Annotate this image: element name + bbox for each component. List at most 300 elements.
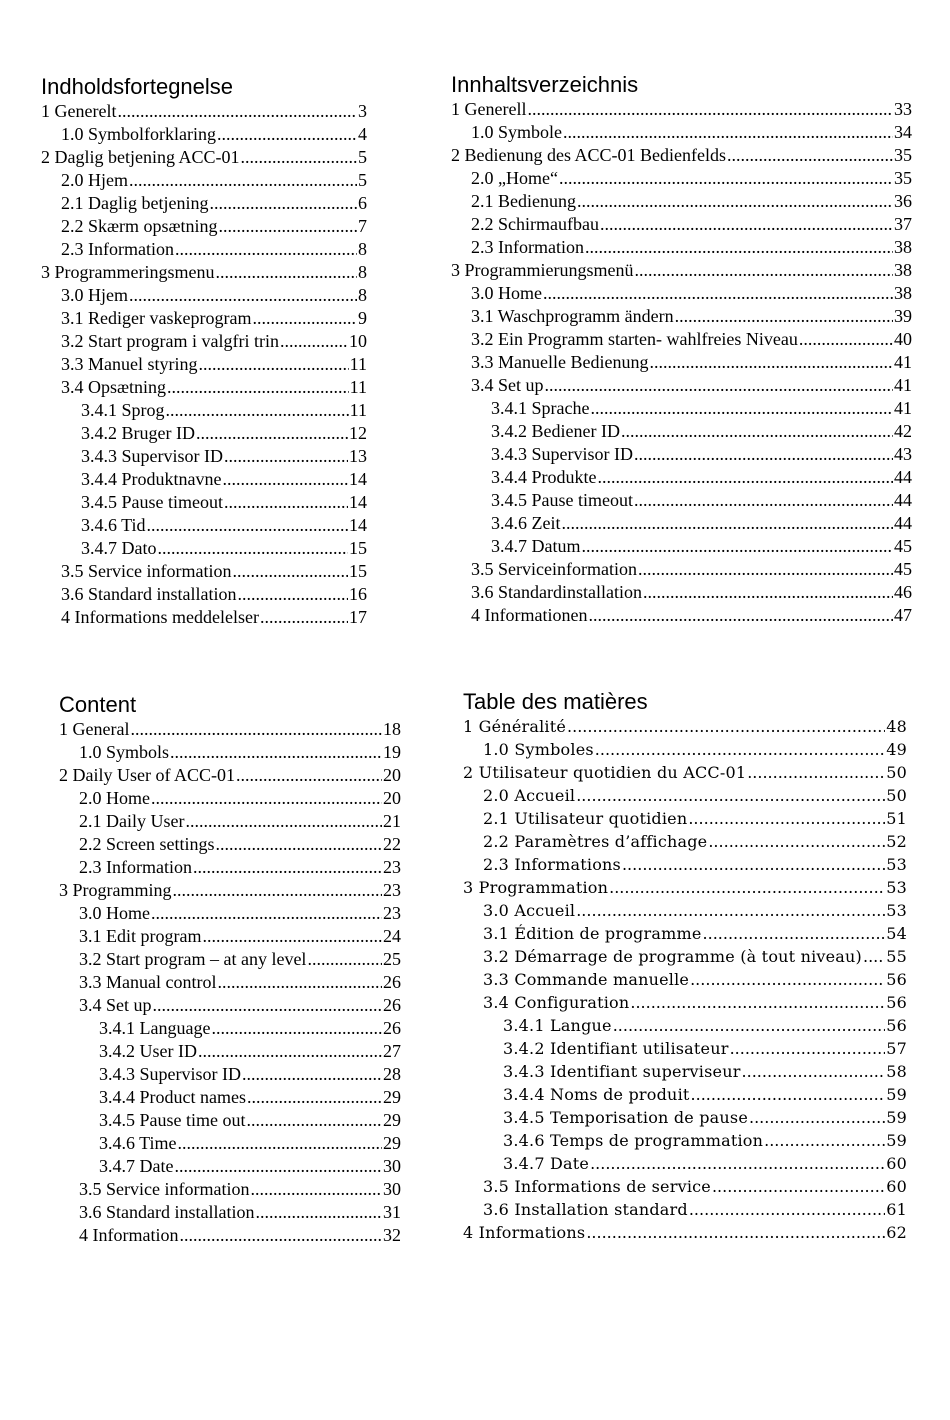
toc-entry-label: 1.0 Symbole xyxy=(471,122,563,142)
toc-entry-label: 3.4.7 Datum xyxy=(491,536,581,556)
toc-entry-page: 42 xyxy=(894,421,912,441)
toc-section-french xyxy=(463,689,907,1244)
toc-entry-page: 24 xyxy=(383,926,401,946)
toc-entry-page: 29 xyxy=(383,1110,401,1130)
toc-dot-leader xyxy=(198,1040,382,1063)
toc-entry-page: 8 xyxy=(358,239,367,259)
toc-entry-page: 26 xyxy=(383,1018,401,1038)
toc-entry-label: 3.4.2 User ID xyxy=(99,1041,197,1061)
toc-entry-label: 3.4.1 Sprache xyxy=(491,398,590,418)
toc-entry[interactable] xyxy=(41,100,367,123)
toc-dot-leader xyxy=(211,1017,382,1040)
toc-entry-label: 3.4.5 Pause timeout xyxy=(491,490,633,510)
toc-entry-label: 3.4 Configuration xyxy=(483,993,630,1012)
toc-entry[interactable] xyxy=(59,971,401,994)
toc-dot-leader xyxy=(799,328,893,351)
toc-entry-label: 1 Généralité xyxy=(463,717,567,736)
toc-entry-label: 3.4.2 Identifiant utilisateur xyxy=(503,1039,729,1058)
toc-entry-page: 44 xyxy=(894,490,912,510)
toc-entry[interactable] xyxy=(41,606,367,629)
toc-dot-leader xyxy=(527,98,893,121)
toc-entry-page: 14 xyxy=(349,515,367,535)
toc-dot-leader xyxy=(562,512,894,535)
toc-dot-leader xyxy=(590,397,893,420)
toc-dot-leader xyxy=(749,1106,885,1129)
toc-entry-label: 3 Programming xyxy=(59,880,172,900)
toc-entry[interactable] xyxy=(59,741,401,764)
toc-entry-label: 3.4.3 Supervisor ID xyxy=(491,444,633,464)
toc-entry[interactable] xyxy=(41,169,367,192)
toc-entry-page: 25 xyxy=(383,949,401,969)
toc-dot-leader xyxy=(222,468,348,491)
toc-entry-label: 2 Daglig betjening ACC-01 xyxy=(41,147,240,167)
toc-entry-label: 3.4.6 Zeit xyxy=(491,513,561,533)
toc-entry-page: 15 xyxy=(349,538,367,558)
toc-entry[interactable] xyxy=(451,512,912,535)
toc-entry[interactable] xyxy=(463,991,907,1014)
toc-entry-label: 2.1 Utilisateur quotidien xyxy=(483,809,688,828)
toc-dot-leader xyxy=(151,787,382,810)
toc-entry[interactable] xyxy=(59,1017,401,1040)
toc-entry[interactable] xyxy=(59,902,401,925)
toc-dot-leader xyxy=(170,741,382,764)
toc-entry[interactable] xyxy=(451,420,912,443)
toc-entry-page: 14 xyxy=(349,492,367,512)
toc-dot-leader xyxy=(649,351,893,374)
toc-dot-leader xyxy=(196,422,348,445)
toc-entry[interactable] xyxy=(451,236,912,259)
toc-entry-label: 3 Programmeringsmenu xyxy=(41,262,215,282)
toc-entry[interactable] xyxy=(451,466,912,489)
toc-entry-page: 11 xyxy=(349,400,367,420)
toc-entry-page: 11 xyxy=(349,377,367,397)
toc-entry[interactable] xyxy=(451,282,912,305)
toc-dot-leader xyxy=(708,830,885,853)
toc-dot-leader xyxy=(247,1109,383,1132)
toc-entry[interactable] xyxy=(463,853,907,876)
toc-entry-page: 56 xyxy=(886,993,907,1012)
section-heading: Content xyxy=(59,692,137,717)
toc-entry-page: 56 xyxy=(886,970,907,989)
toc-dot-leader xyxy=(634,259,893,282)
toc-entry[interactable] xyxy=(463,1083,907,1106)
toc-entry-page: 53 xyxy=(886,878,907,897)
toc-entry-label: 3.3 Manuel styring xyxy=(61,354,198,374)
toc-dot-leader xyxy=(280,330,348,353)
toc-entry-page: 23 xyxy=(383,880,401,900)
toc-dot-leader xyxy=(600,213,893,236)
toc-entry-label: 3.4.5 Pause time out xyxy=(99,1110,246,1130)
toc-entry-label: 3.4.1 Sprog xyxy=(81,400,165,420)
toc-entry-label: 3.1 Édition de programme xyxy=(483,924,702,943)
toc-entry-page: 41 xyxy=(894,375,912,395)
toc-entry[interactable] xyxy=(451,558,912,581)
toc-entry[interactable] xyxy=(451,167,912,190)
toc-entry-label: 3.6 Standardinstallation xyxy=(471,582,642,602)
toc-entry[interactable] xyxy=(59,994,401,1017)
toc-entry[interactable] xyxy=(41,583,367,606)
toc-entry-label: 3.4 Set up xyxy=(471,375,544,395)
toc-dot-leader xyxy=(193,856,382,879)
toc-dot-leader xyxy=(199,353,349,376)
toc-entry-label: 1 Generell xyxy=(451,99,527,119)
toc-entry-page: 29 xyxy=(383,1133,401,1153)
toc-entry-page: 14 xyxy=(349,469,367,489)
toc-dot-leader xyxy=(174,1155,382,1178)
toc-entry[interactable] xyxy=(463,1014,907,1037)
toc-entry[interactable] xyxy=(451,305,912,328)
toc-dot-leader xyxy=(586,1221,885,1244)
toc-entry-label: 3.6 Standard installation xyxy=(79,1202,255,1222)
toc-entry-page: 50 xyxy=(886,763,907,782)
toc-dot-leader xyxy=(595,738,885,761)
toc-entry-page: 22 xyxy=(383,834,401,854)
toc-dot-leader xyxy=(622,853,885,876)
toc-entry[interactable] xyxy=(41,192,367,215)
toc-entry-label: 3.4.7 Dato xyxy=(81,538,157,558)
toc-dot-leader xyxy=(588,604,893,627)
toc-entry-page: 16 xyxy=(349,584,367,604)
toc-entry[interactable] xyxy=(463,807,907,830)
toc-entry-page: 44 xyxy=(894,467,912,487)
toc-entry[interactable] xyxy=(59,787,401,810)
toc-dot-leader xyxy=(178,1132,382,1155)
toc-dot-leader xyxy=(158,537,349,560)
toc-entry[interactable] xyxy=(451,98,912,121)
toc-entry[interactable] xyxy=(463,899,907,922)
toc-entry-page: 4 xyxy=(358,124,367,144)
toc-entry[interactable] xyxy=(463,761,907,784)
toc-dot-leader xyxy=(224,491,348,514)
toc-entry-page: 8 xyxy=(358,262,367,282)
toc-entry-label: 3.4.3 Supervisor ID xyxy=(81,446,223,466)
toc-entry-page: 53 xyxy=(886,901,907,920)
toc-entry[interactable] xyxy=(59,948,401,971)
toc-entry-page: 12 xyxy=(349,423,367,443)
toc-dot-leader xyxy=(576,784,885,807)
toc-entry[interactable] xyxy=(451,397,912,420)
toc-entry-page: 3 xyxy=(358,101,367,121)
toc-entry[interactable] xyxy=(59,810,401,833)
toc-entry[interactable] xyxy=(463,830,907,853)
toc-entry-page: 27 xyxy=(383,1041,401,1061)
toc-entry-label: 3.5 Serviceinformation xyxy=(471,559,637,579)
toc-entry[interactable] xyxy=(41,330,367,353)
toc-entry-page: 41 xyxy=(894,398,912,418)
toc-entry-label: 3.1 Rediger vaskeprogram xyxy=(61,308,252,328)
toc-dot-leader xyxy=(167,376,349,399)
toc-entry-label: 3 Programmierungsmenü xyxy=(451,260,634,280)
toc-entry[interactable] xyxy=(59,764,401,787)
toc-entry[interactable] xyxy=(463,1129,907,1152)
toc-entry[interactable] xyxy=(451,443,912,466)
toc-entry[interactable] xyxy=(59,856,401,879)
toc-entry[interactable] xyxy=(451,121,912,144)
toc-entry-page: 7 xyxy=(358,216,367,236)
toc-entry-page: 54 xyxy=(886,924,907,943)
toc-entry[interactable] xyxy=(59,1132,401,1155)
toc-entry[interactable] xyxy=(451,213,912,236)
toc-entry-label: 3.4.2 Bruger ID xyxy=(81,423,195,443)
toc-dot-leader xyxy=(712,1175,885,1198)
toc-dot-leader xyxy=(260,606,348,629)
toc-entry[interactable] xyxy=(41,468,367,491)
toc-entry[interactable] xyxy=(463,715,907,738)
toc-entry[interactable] xyxy=(59,1178,401,1201)
toc-entry[interactable] xyxy=(41,146,367,169)
toc-entry-page: 56 xyxy=(886,1016,907,1035)
toc-entry[interactable] xyxy=(59,1201,401,1224)
toc-entry-label: 3.4.1 Langue xyxy=(503,1016,612,1035)
toc-entry[interactable] xyxy=(463,784,907,807)
toc-entry[interactable] xyxy=(451,535,912,558)
toc-entry-label: 3 Programmation xyxy=(463,878,609,897)
toc-dot-leader xyxy=(250,1178,382,1201)
toc-entry-label: 3.3 Manual control xyxy=(79,972,217,992)
toc-entry-label: 3.0 Home xyxy=(471,283,542,303)
toc-entry-page: 62 xyxy=(886,1223,907,1242)
toc-entry-label: 2.3 Information xyxy=(471,237,584,257)
toc-entry-page: 57 xyxy=(886,1039,907,1058)
toc-entry-label: 3.2 Ein Programm starten- wahlfreies Niveau xyxy=(471,329,798,349)
toc-dot-leader xyxy=(742,1060,886,1083)
toc-entry[interactable] xyxy=(59,925,401,948)
toc-entry-page: 10 xyxy=(349,331,367,351)
toc-entry[interactable] xyxy=(41,307,367,330)
toc-dot-leader xyxy=(242,1063,382,1086)
toc-dot-leader xyxy=(559,167,893,190)
toc-entry-label: 3.3 Commande manuelle xyxy=(483,970,690,989)
toc-entry-page: 43 xyxy=(894,444,912,464)
toc-entry-page: 35 xyxy=(894,168,912,188)
toc-entry[interactable] xyxy=(451,604,912,627)
toc-entry-label: 2 Utilisateur quotidien du ACC-01 xyxy=(463,763,747,782)
toc-dot-leader xyxy=(255,1201,382,1224)
toc-entry-page: 13 xyxy=(349,446,367,466)
toc-entry[interactable] xyxy=(463,922,907,945)
toc-dot-leader xyxy=(166,399,349,422)
toc-dot-leader xyxy=(173,879,383,902)
toc-entry[interactable] xyxy=(451,581,912,604)
toc-dot-leader xyxy=(691,1083,886,1106)
toc-dot-leader xyxy=(543,282,893,305)
toc-entry-label: 3.4.4 Product names xyxy=(99,1087,246,1107)
toc-entry[interactable] xyxy=(463,1198,907,1221)
toc-entry-page: 32 xyxy=(383,1225,401,1245)
toc-entry-label: 2.1 Bedienung xyxy=(471,191,576,211)
toc-dot-leader xyxy=(634,443,893,466)
toc-entry-page: 28 xyxy=(383,1064,401,1084)
toc-entry-label: 2.0 „Home“ xyxy=(471,168,558,188)
toc-entry-label: 3.4.1 Language xyxy=(99,1018,211,1038)
toc-dot-leader xyxy=(224,445,348,468)
toc-entry-label: 3.4.7 Date xyxy=(99,1156,174,1176)
toc-entry-page: 20 xyxy=(383,765,401,785)
toc-entry-label: 3.2 Start program – at any level xyxy=(79,949,307,969)
toc-entry[interactable] xyxy=(41,284,367,307)
toc-entry-label: 2.1 Daglig betjening xyxy=(61,193,209,213)
toc-entry-label: 2.1 Daily User xyxy=(79,811,185,831)
toc-entry-page: 9 xyxy=(358,308,367,328)
toc-entry-page: 34 xyxy=(894,122,912,142)
toc-entry[interactable] xyxy=(59,1224,401,1247)
toc-dot-leader xyxy=(675,305,893,328)
toc-dot-leader xyxy=(643,581,893,604)
toc-entry-page: 59 xyxy=(886,1131,907,1150)
toc-entry[interactable] xyxy=(463,876,907,899)
toc-entry-label: 4 Informations xyxy=(463,1223,586,1242)
toc-entry[interactable] xyxy=(59,1040,401,1063)
toc-entry-page: 36 xyxy=(894,191,912,211)
toc-dot-leader xyxy=(567,715,885,738)
toc-entry[interactable] xyxy=(463,1060,907,1083)
toc-entry-page: 20 xyxy=(383,788,401,808)
toc-entry-page: 29 xyxy=(383,1087,401,1107)
toc-entry-page: 19 xyxy=(383,742,401,762)
toc-dot-leader xyxy=(688,807,885,830)
toc-dot-leader xyxy=(630,991,885,1014)
toc-entry-label: 3.6 Installation standard xyxy=(483,1200,688,1219)
toc-entry-page: 30 xyxy=(383,1179,401,1199)
toc-entry-page: 48 xyxy=(886,717,907,736)
toc-entry[interactable] xyxy=(41,376,367,399)
toc-entry[interactable] xyxy=(41,560,367,583)
toc-entry[interactable] xyxy=(463,1037,907,1060)
toc-entry[interactable] xyxy=(451,259,912,282)
toc-entry-page: 44 xyxy=(894,513,912,533)
toc-dot-leader xyxy=(129,284,357,307)
toc-entry-page: 46 xyxy=(894,582,912,602)
toc-entry-page: 59 xyxy=(886,1108,907,1127)
toc-entry-label: 3.0 Hjem xyxy=(61,285,128,305)
toc-entry-label: 3.4.7 Date xyxy=(503,1154,590,1173)
toc-dot-leader xyxy=(577,190,893,213)
toc-entry[interactable] xyxy=(451,374,912,397)
toc-entry[interactable] xyxy=(59,718,401,741)
toc-entry-label: 2.3 Information xyxy=(79,857,192,877)
toc-dot-leader xyxy=(117,100,357,123)
toc-entry[interactable] xyxy=(463,945,907,968)
toc-dot-leader xyxy=(240,146,357,169)
toc-entry[interactable] xyxy=(451,190,912,213)
toc-entry[interactable] xyxy=(41,123,367,146)
toc-entry[interactable] xyxy=(41,537,367,560)
toc-entry-page: 51 xyxy=(886,809,907,828)
toc-entry-label: 4 Informationen xyxy=(471,605,588,625)
toc-dot-leader xyxy=(727,144,893,167)
toc-entry-page: 58 xyxy=(886,1062,907,1081)
toc-entry-page: 15 xyxy=(349,561,367,581)
toc-entry-label: 3.0 Accueil xyxy=(483,901,576,920)
toc-entry-page: 60 xyxy=(886,1177,907,1196)
toc-entry[interactable] xyxy=(41,491,367,514)
toc-section-danish xyxy=(41,74,367,629)
toc-entry[interactable] xyxy=(59,1109,401,1132)
toc-entry[interactable] xyxy=(59,879,401,902)
toc-entry[interactable] xyxy=(41,353,367,376)
toc-entry[interactable] xyxy=(59,1086,401,1109)
toc-dot-leader xyxy=(217,971,382,994)
toc-dot-leader xyxy=(576,899,885,922)
toc-entry[interactable] xyxy=(41,445,367,468)
toc-entry[interactable] xyxy=(41,422,367,445)
toc-entry[interactable] xyxy=(463,1175,907,1198)
toc-list xyxy=(41,100,367,629)
toc-entry-label: 2.2 Skærm opsætning xyxy=(61,216,218,236)
toc-dot-leader xyxy=(638,558,893,581)
toc-dot-leader xyxy=(153,994,382,1017)
toc-entry-label: 3.4.4 Produkte xyxy=(491,467,597,487)
toc-entry[interactable] xyxy=(41,514,367,537)
toc-dot-leader xyxy=(175,238,357,261)
toc-entry[interactable] xyxy=(451,144,912,167)
toc-entry-page: 38 xyxy=(894,283,912,303)
toc-dot-leader xyxy=(609,876,885,899)
toc-dot-leader xyxy=(130,718,382,741)
toc-entry[interactable] xyxy=(59,1063,401,1086)
toc-entry-label: 1.0 Symbolforklaring xyxy=(61,124,216,144)
toc-dot-leader xyxy=(582,535,894,558)
toc-entry-page: 5 xyxy=(358,170,367,190)
toc-entry-page: 39 xyxy=(894,306,912,326)
toc-entry[interactable] xyxy=(463,1221,907,1244)
toc-entry[interactable] xyxy=(463,1152,907,1175)
toc-entry[interactable] xyxy=(41,215,367,238)
toc-dot-leader xyxy=(237,583,348,606)
toc-entry[interactable] xyxy=(59,833,401,856)
toc-entry-label: 1.0 Symboles xyxy=(483,740,594,759)
toc-entry[interactable] xyxy=(451,489,912,512)
toc-entry-page: 5 xyxy=(358,147,367,167)
toc-entry-page: 26 xyxy=(383,995,401,1015)
toc-entry-label: 3.4.4 Noms de produit xyxy=(503,1085,690,1104)
toc-entry-label: 3.5 Service information xyxy=(79,1179,250,1199)
toc-entry-page: 11 xyxy=(349,354,367,374)
toc-entry[interactable] xyxy=(41,399,367,422)
toc-entry[interactable] xyxy=(451,328,912,351)
toc-dot-leader xyxy=(621,420,893,443)
toc-entry-label: 1.0 Symbols xyxy=(79,742,170,762)
toc-entry[interactable] xyxy=(451,351,912,374)
toc-entry[interactable] xyxy=(41,238,367,261)
toc-entry[interactable] xyxy=(463,1106,907,1129)
section-heading: Indholdsfortegnelse xyxy=(41,74,234,99)
toc-entry-page: 41 xyxy=(894,352,912,372)
toc-entry[interactable] xyxy=(59,1155,401,1178)
toc-section-english xyxy=(59,692,401,1247)
toc-dot-leader xyxy=(247,1086,382,1109)
toc-entry-page: 49 xyxy=(886,740,907,759)
toc-dot-leader xyxy=(202,925,382,948)
toc-entry[interactable] xyxy=(463,738,907,761)
toc-entry-page: 8 xyxy=(358,285,367,305)
toc-entry-page: 26 xyxy=(383,972,401,992)
toc-entry-label: 3.5 Informations de service xyxy=(483,1177,711,1196)
toc-entry[interactable] xyxy=(463,968,907,991)
toc-entry-label: 3.1 Waschprogramm ändern xyxy=(471,306,674,326)
toc-entry-label: 3.4.3 Identifiant superviseur xyxy=(503,1062,741,1081)
toc-dot-leader xyxy=(215,261,357,284)
toc-entry-label: 3.3 Manuelle Bedienung xyxy=(471,352,649,372)
toc-entry[interactable] xyxy=(41,261,367,284)
toc-entry-page: 23 xyxy=(383,903,401,923)
toc-dot-leader xyxy=(598,466,894,489)
toc-entry-page: 45 xyxy=(894,559,912,579)
toc-entry-label: 3.4.6 Time xyxy=(99,1133,177,1153)
toc-entry-label: 2.2 Screen settings xyxy=(79,834,215,854)
toc-entry-label: 3.6 Standard installation xyxy=(61,584,237,604)
toc-dot-leader xyxy=(179,1224,382,1247)
